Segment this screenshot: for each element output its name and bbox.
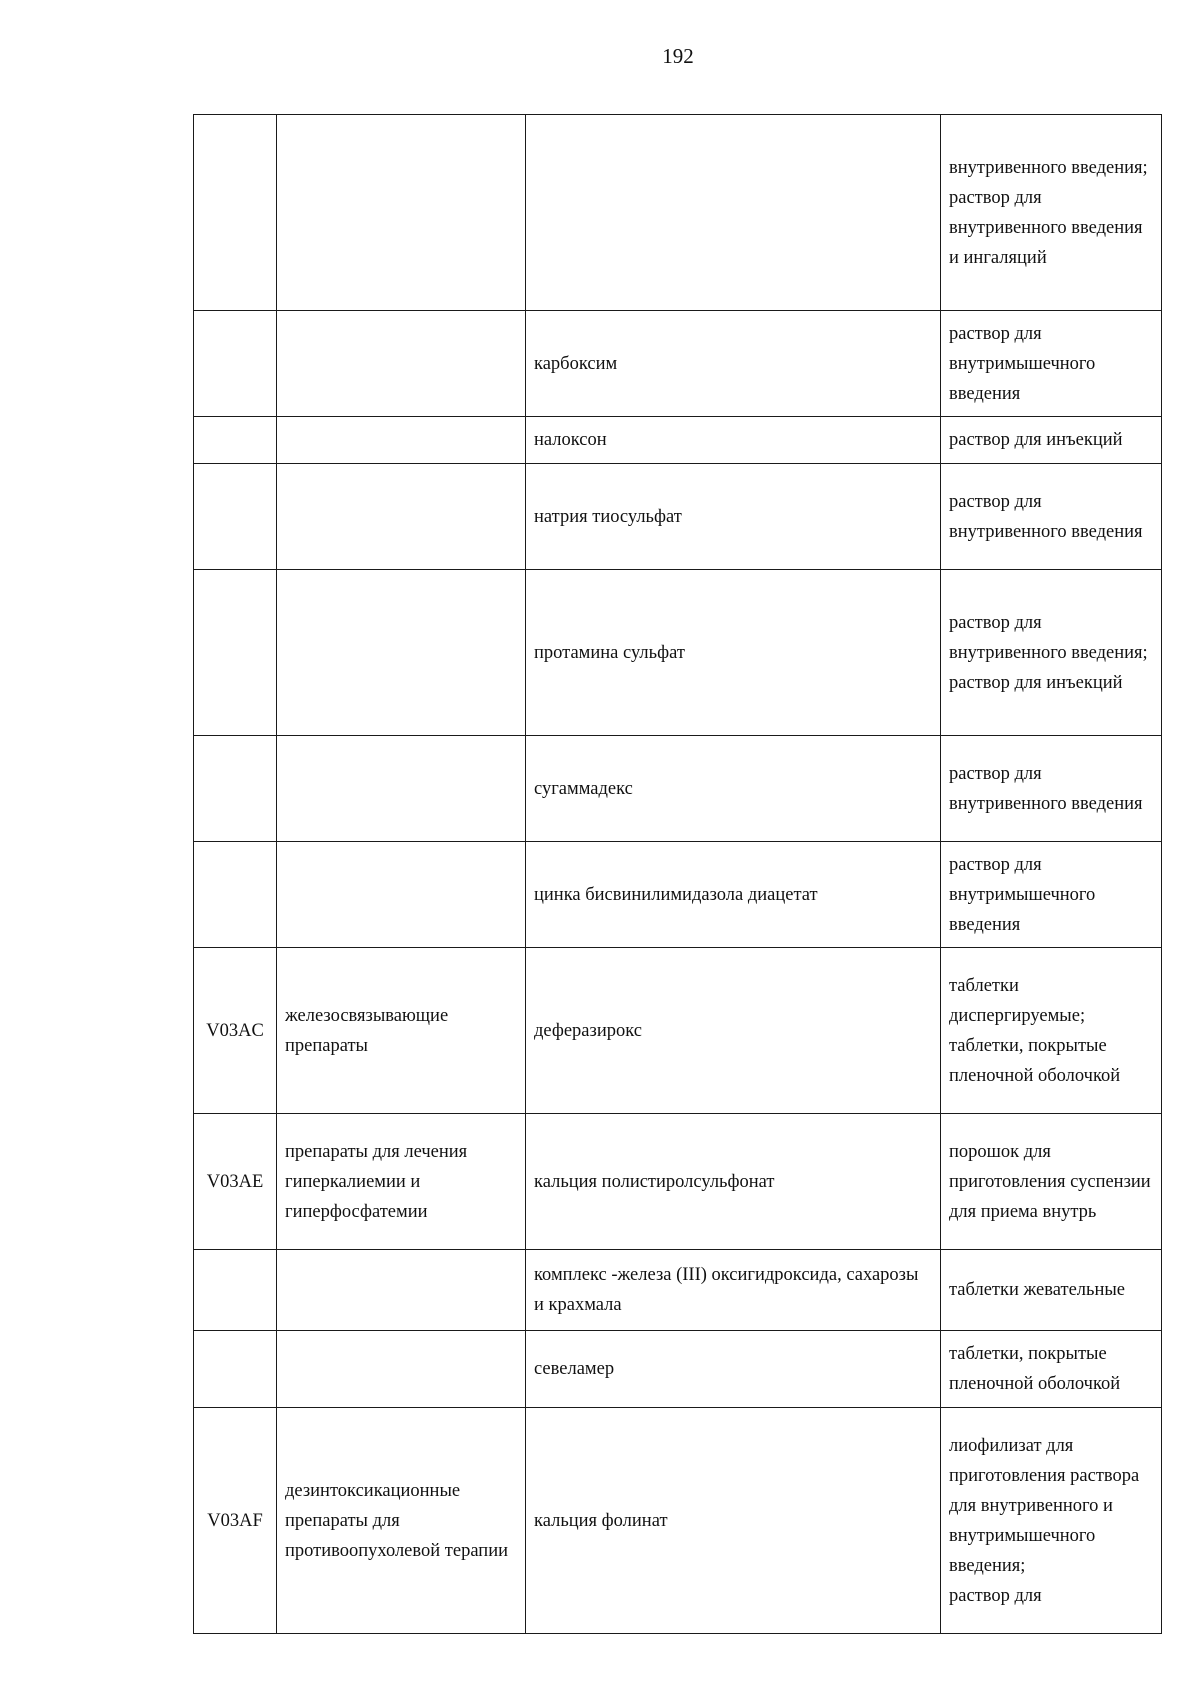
pharmacological-group-cell — [277, 1114, 526, 1250]
pharmacological-group-cell — [277, 842, 526, 948]
drug-name-cell — [526, 417, 941, 464]
dosage-form-text: таблетки жевательные — [949, 1280, 1125, 1300]
dosage-form-text: лиофилизат для приготовления раствора для внутривенного и внутримышечного введения; — [949, 1435, 1140, 1576]
pharmacological-group-cell — [277, 1250, 526, 1331]
atc-code-cell — [194, 1331, 277, 1408]
drug-name-cell — [526, 1408, 941, 1634]
drug-name-cell — [526, 1114, 941, 1250]
table-row — [194, 417, 1162, 464]
dosage-form-cell — [941, 1331, 1162, 1408]
page-number: 192 — [662, 44, 694, 68]
pharmacological-group-text: железосвязывающие препараты — [285, 1005, 449, 1056]
pharmacological-group-cell — [277, 948, 526, 1114]
dosage-form-text: внутривенного введения; — [949, 157, 1148, 178]
table-row — [194, 948, 1162, 1114]
dosage-form-cell — [941, 311, 1162, 417]
dosage-form-text: раствор для внутримышечного введения — [949, 854, 1096, 935]
atc-code-cell — [194, 1114, 277, 1250]
table-row — [194, 736, 1162, 842]
dosage-form-cell — [941, 464, 1162, 570]
atc-code-cell — [194, 1408, 277, 1634]
pharmacological-group-cell — [277, 464, 526, 570]
pharmacological-group-cell — [277, 736, 526, 842]
pharmacological-group-cell — [277, 1331, 526, 1408]
atc-code-cell — [194, 417, 277, 464]
table-row — [194, 464, 1162, 570]
dosage-form-text: раствор для внутривенного введения; — [949, 612, 1148, 663]
drug-name-text: натрия тиосульфат — [534, 506, 682, 527]
pharmacological-group-cell — [277, 417, 526, 464]
drug-name-cell — [526, 311, 941, 417]
dosage-form-text: порошок для приготовления суспензии для приема внутрь — [949, 1141, 1151, 1222]
pharmacological-group-cell — [277, 115, 526, 311]
atc-code-cell — [194, 948, 277, 1114]
pharmacological-group-cell — [277, 570, 526, 736]
atc-code-cell — [194, 464, 277, 570]
drug-name-text: кальция полистиролсульфонат — [534, 1171, 775, 1192]
table-row — [194, 311, 1162, 417]
pharmacological-group-cell — [277, 311, 526, 417]
drug-name-cell — [526, 1331, 941, 1408]
atc-code-cell — [194, 115, 277, 311]
dosage-form-text: таблетки диспергируемые; — [949, 975, 1086, 1026]
drug-name-cell — [526, 464, 941, 570]
atc-code-cell — [194, 311, 277, 417]
drug-name-cell — [526, 570, 941, 736]
table-row — [194, 570, 1162, 736]
table-row — [194, 1250, 1162, 1331]
dosage-form-text: раствор для инъекций — [949, 430, 1123, 450]
drug-name-cell — [526, 115, 941, 311]
pharmacological-group-text: дезинтоксикационные препараты для противоопухолевой терапии — [285, 1480, 508, 1561]
dosage-form-cell — [941, 842, 1162, 948]
pharmacological-group-cell — [277, 1408, 526, 1634]
dosage-form-cell — [941, 1250, 1162, 1331]
atc-code-text: V03AF — [207, 1510, 263, 1531]
drug-name-text: протамина сульфат — [534, 642, 685, 663]
table-row — [194, 1114, 1162, 1250]
dosage-form-text: раствор для внутримышечного введения — [949, 323, 1096, 404]
pharmacological-group-text: препараты для лечения гиперкалиемии и гиперфосфатемии — [285, 1141, 468, 1222]
drug-name-cell — [526, 736, 941, 842]
atc-code-cell — [194, 736, 277, 842]
atc-code-cell — [194, 1250, 277, 1331]
dosage-form-cell — [941, 948, 1162, 1114]
drug-name-text: цинка бисвинилимидазола диацетат — [534, 884, 818, 905]
drug-table — [193, 114, 1162, 1634]
drug-name-text: сугаммадекс — [534, 778, 633, 799]
dosage-form-text: таблетки, покрытые пленочной оболочкой — [949, 1035, 1121, 1086]
table-body — [194, 115, 1162, 1634]
drug-name-text: налоксон — [534, 430, 607, 450]
dosage-form-text: раствор для внутривенного введения и ингаляций — [949, 187, 1143, 268]
dosage-form-text: раствор для инъекций — [949, 672, 1123, 693]
drug-name-cell — [526, 948, 941, 1114]
dosage-form-cell — [941, 736, 1162, 842]
table-row — [194, 115, 1162, 311]
dosage-form-text: таблетки, покрытые пленочной оболочкой — [949, 1344, 1121, 1394]
dosage-form-text: раствор для внутривенного введения — [949, 763, 1143, 814]
atc-code-cell — [194, 570, 277, 736]
dosage-form-cell — [941, 417, 1162, 464]
atc-code-text: V03AC — [206, 1020, 264, 1041]
dosage-form-text: раствор для — [949, 1585, 1042, 1606]
dosage-form-cell — [941, 1114, 1162, 1250]
drug-name-text: комплекс -железа (III) оксигидроксида, сахарозы и крахмала — [534, 1265, 919, 1315]
table-row — [194, 1408, 1162, 1634]
dosage-form-text: раствор для внутривенного введения — [949, 491, 1143, 542]
dosage-form-cell — [941, 1408, 1162, 1634]
drug-name-text: кальция фолинат — [534, 1510, 668, 1531]
drug-name-cell — [526, 842, 941, 948]
dosage-form-cell — [941, 570, 1162, 736]
table-row — [194, 1331, 1162, 1408]
table-row — [194, 842, 1162, 948]
drug-name-text: деферазирокс — [534, 1020, 642, 1041]
drug-name-text: севеламер — [534, 1359, 615, 1379]
atc-code-cell — [194, 842, 277, 948]
drug-name-text: карбоксим — [534, 353, 618, 374]
dosage-form-cell — [941, 115, 1162, 311]
drug-name-cell — [526, 1250, 941, 1331]
atc-code-text: V03AE — [206, 1171, 264, 1192]
